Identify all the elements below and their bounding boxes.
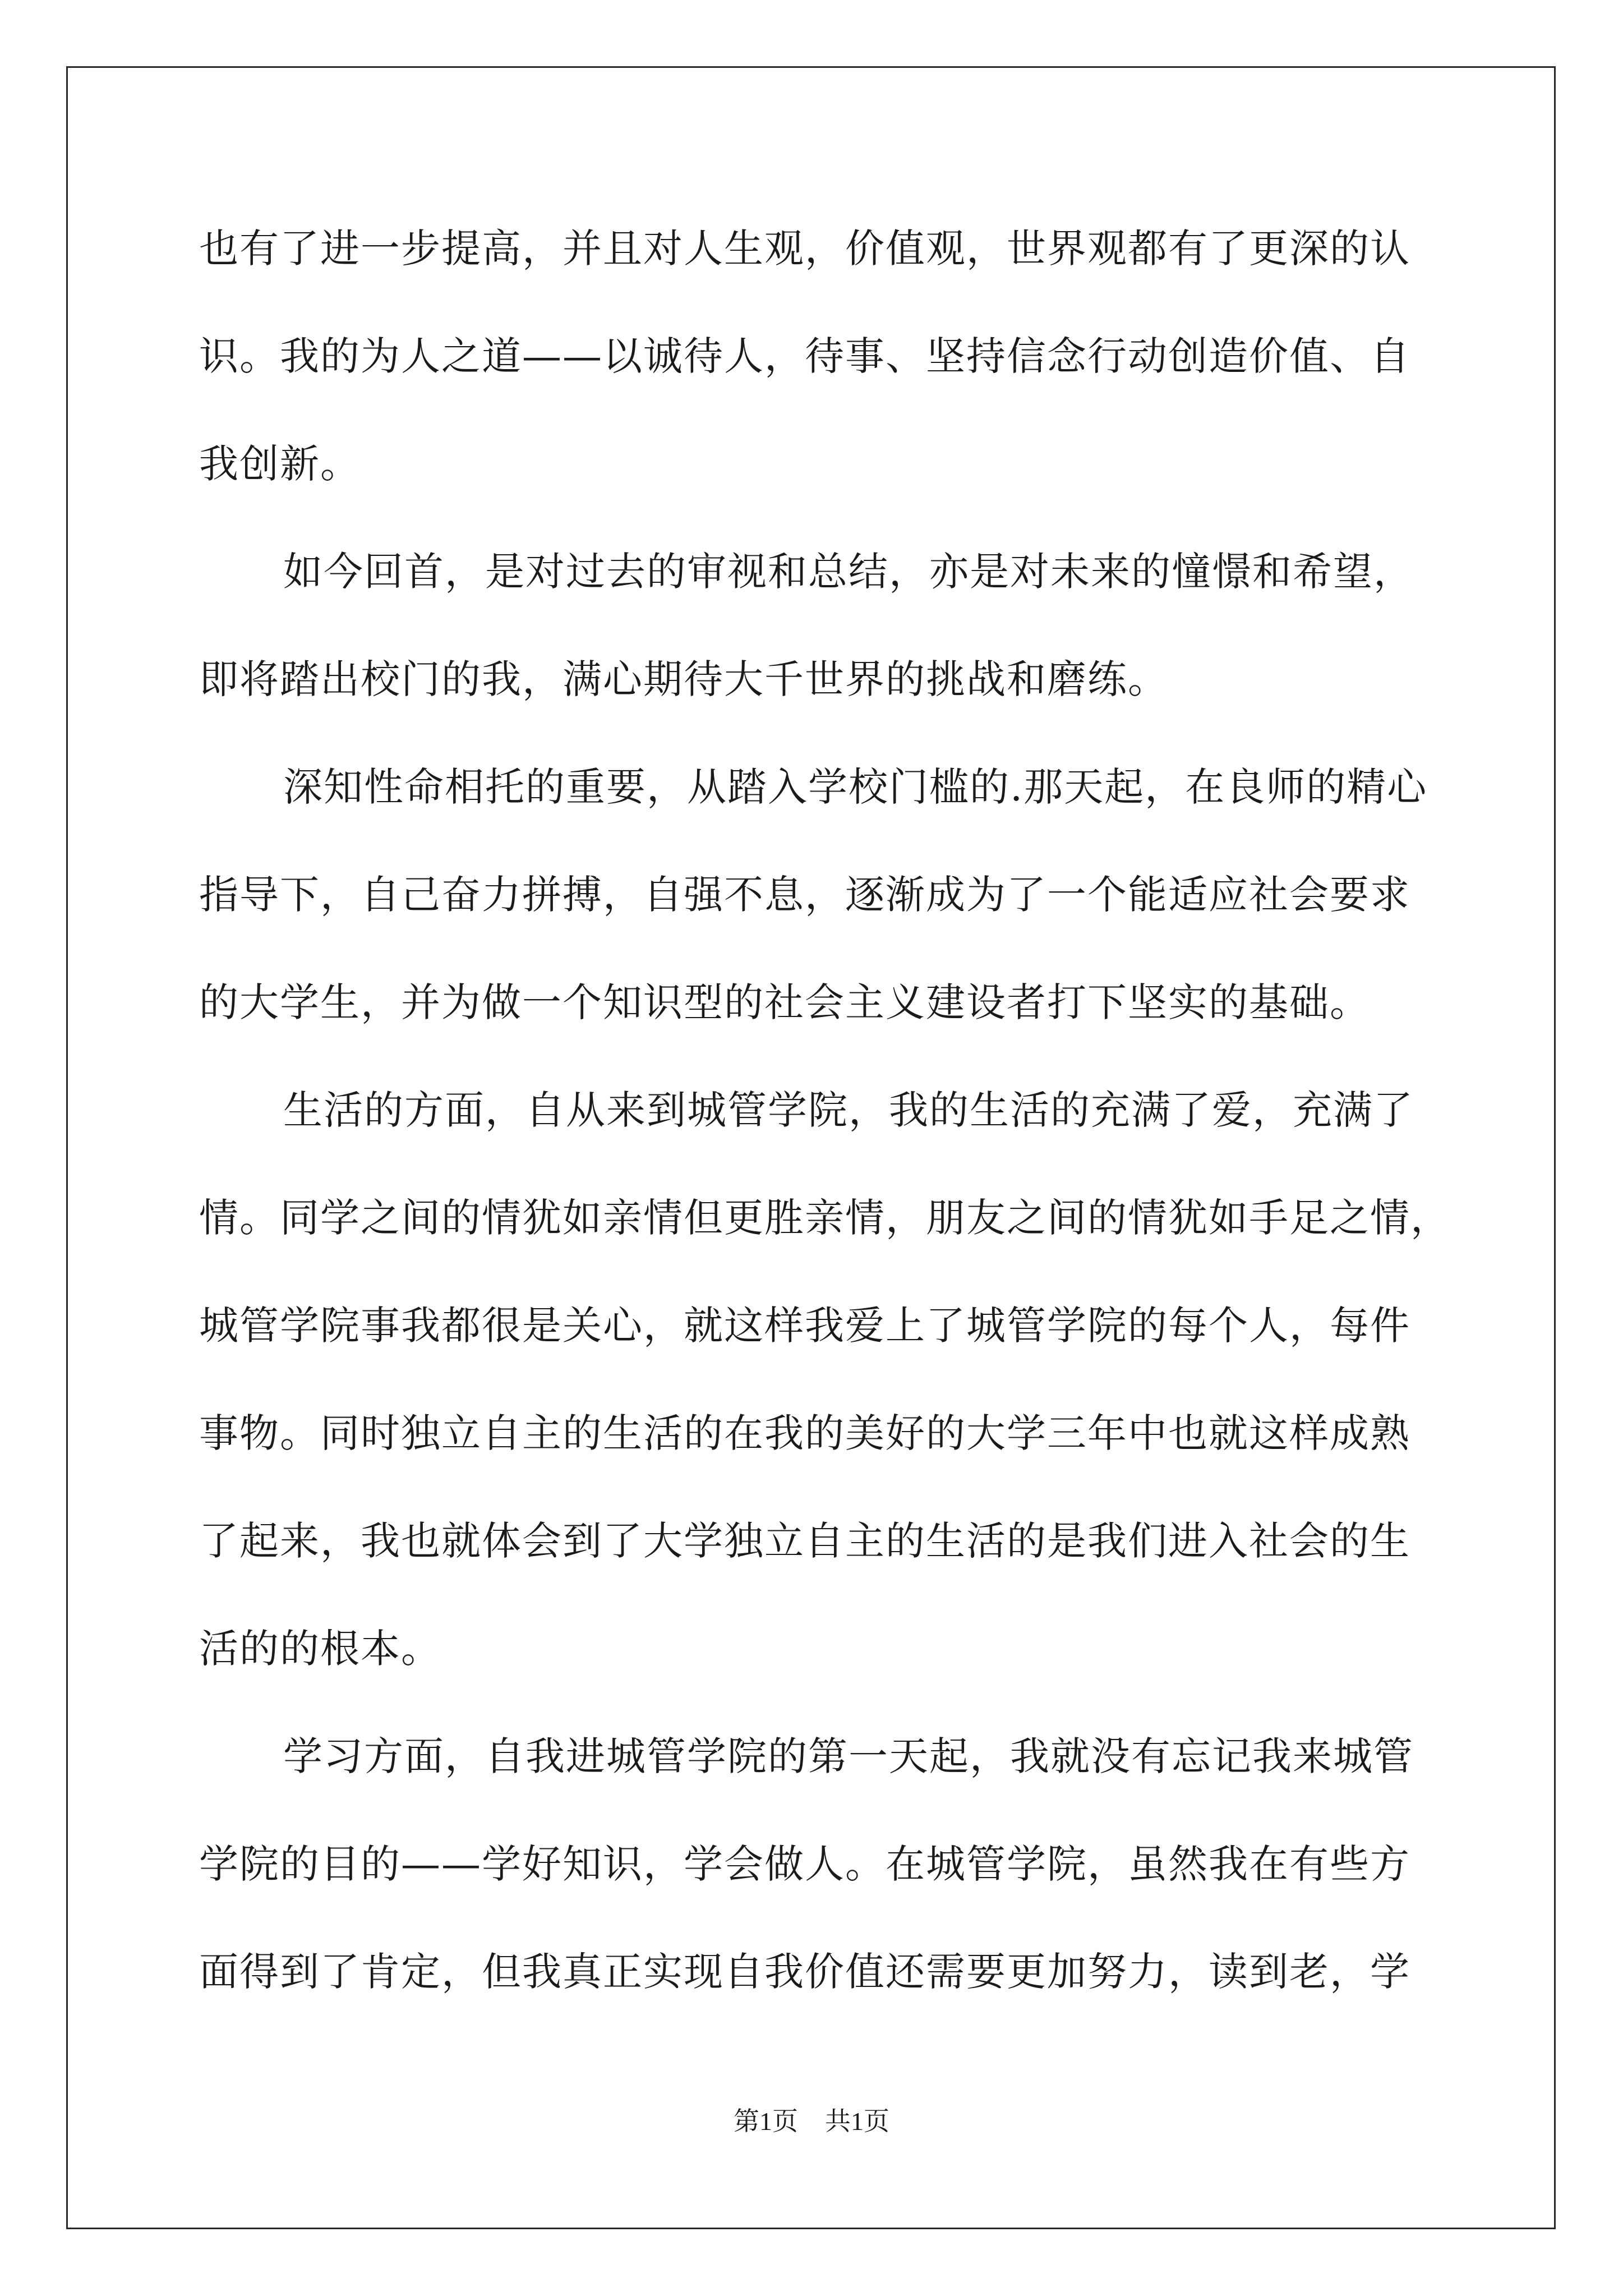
page-footer: [0, 2101, 1623, 2138]
text-line: 事物。同时独立自主的生活的在我的美好的大学三年中也就这样成熟: [199, 1410, 1410, 1456]
text-line: 指导下，自己奋力拼搏，自强不息，逐渐成为了一个能适应社会要求: [199, 872, 1410, 918]
text-line: 面得到了肯定，但我真正实现自我价值还需要更加努力，读到老，学: [199, 1949, 1410, 1995]
text-line: 即将踏出校门的我，满心期待大千世界的挑战和磨练。: [199, 656, 1168, 702]
text-line: 活的的根本。: [199, 1626, 441, 1672]
text-line: 生活的方面，自从来到城管学院，我的生活的充满了爱，充满了: [283, 1087, 1414, 1133]
text-line: 识。我的为人之道——以诚待人，待事、坚持信念行动创造价值、自: [199, 333, 1410, 379]
text-line: 城管学院事我都很是关心，就这样我爱上了城管学院的每个人，每件: [199, 1303, 1410, 1349]
text-line: 情。同学之间的情犹如亲情但更胜亲情，朋友之间的情犹如手足之情，: [199, 1195, 1451, 1241]
text-line: 学院的目的——学好知识，学会做人。在城管学院，虽然我在有些方: [199, 1841, 1410, 1887]
text-line: 学习方面，自我进城管学院的第一天起，我就没有忘记我来城管: [283, 1733, 1414, 1779]
text-line: 如今回首，是对过去的审视和总结，亦是对未来的憧憬和希望，: [283, 549, 1414, 595]
text-line: 我创新。: [199, 441, 361, 487]
page-total: 共1页: [825, 2107, 889, 2136]
page-number: 第1页: [734, 2107, 798, 2136]
text-line: 也有了进一步提高，并且对人生观，价值观，世界观都有了更深的认: [199, 226, 1410, 272]
text-line: 的大学生，并为做一个知识型的社会主义建设者打下坚实的基础。: [199, 979, 1370, 1025]
document-body: [199, 222, 1450, 2053]
text-line: 深知性命相托的重要，从踏入学校门槛的.那天起，在良师的精心: [283, 764, 1428, 810]
text-line: 了起来，我也就体会到了大学独立自主的生活的是我们进入社会的生: [199, 1518, 1410, 1564]
